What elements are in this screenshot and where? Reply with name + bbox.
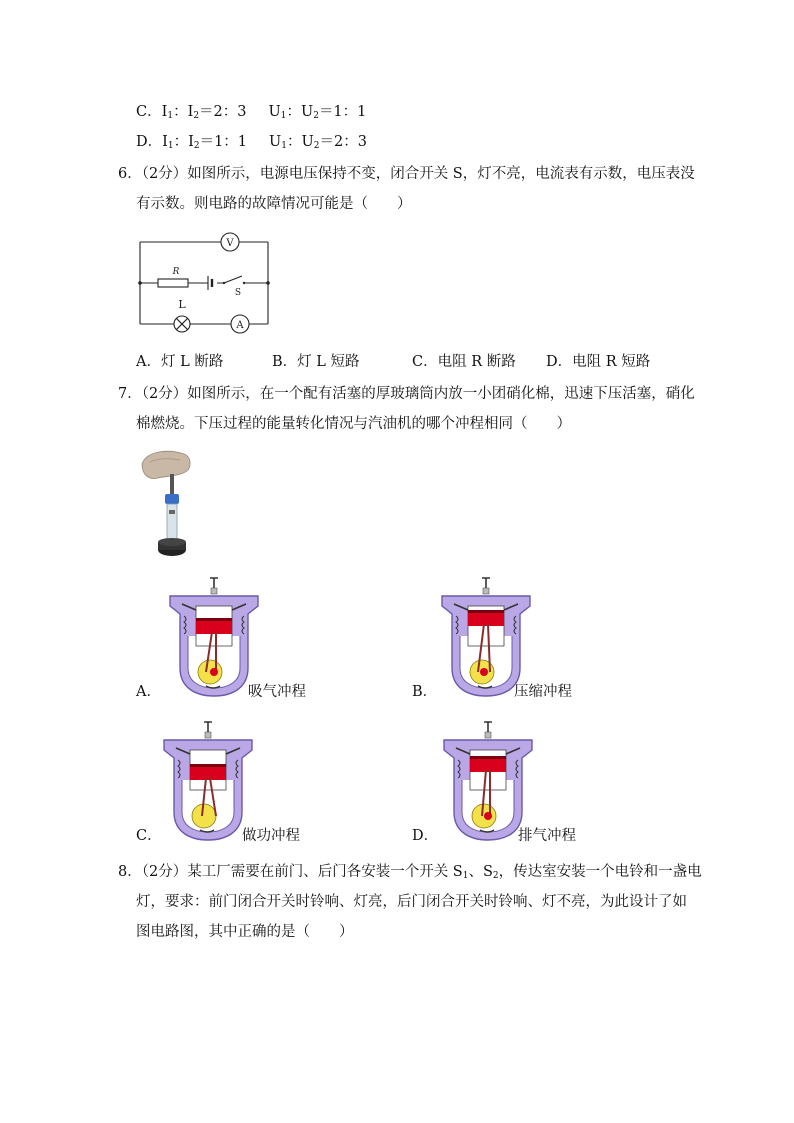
q6-stem-line1: 6．（2分）如图所示，电源电压保持不变，闭合开关 S，灯不亮，电流表有示数，电压表没 bbox=[118, 166, 695, 182]
prev-option-c: C．$I_1$：$I_2=2$：3 $U_1$：$U_2=1$：1 bbox=[136, 104, 367, 121]
engine-compression-stroke bbox=[438, 576, 534, 698]
q8-stem-line1: 8．（2分）某工厂需要在前门、后门各安装一个开关 $S_1$、$S_2$，传达室安装一个电铃和一盏电 bbox=[118, 864, 702, 881]
junction-dot-right bbox=[266, 281, 270, 285]
engine-intake-stroke bbox=[166, 576, 262, 698]
switch-contact-dot bbox=[243, 282, 245, 284]
junction-dot-left bbox=[138, 281, 142, 285]
glass-tube-piston-image bbox=[136, 446, 200, 564]
resistor-symbol bbox=[158, 279, 188, 287]
switch-label: S bbox=[234, 288, 242, 298]
q7-stem-line1: 7．（2分）如图所示，在一个配有活塞的厚玻璃筒内放一小团硝化棉，迅速下压活塞，硝化 bbox=[118, 386, 695, 402]
q7-option-c-text: 做功冲程 bbox=[242, 828, 300, 844]
q6-option-d: D．电阻 R 短路 bbox=[546, 354, 651, 370]
switch-blade bbox=[224, 276, 242, 283]
engine-exhaust-stroke bbox=[440, 720, 536, 842]
q7-option-d-letter: D． bbox=[412, 828, 439, 844]
q7-option-c-letter: C． bbox=[136, 828, 162, 844]
q7-option-d-text: 排气冲程 bbox=[518, 828, 576, 844]
ammeter-label: A bbox=[236, 320, 244, 331]
q6-option-c: C．电阻 R 断路 bbox=[412, 354, 516, 370]
q7-option-b-letter: B． bbox=[412, 684, 438, 700]
q7-option-a-text: 吸气冲程 bbox=[248, 684, 306, 700]
lamp-label: L bbox=[178, 298, 186, 311]
switch-pivot-dot bbox=[223, 282, 225, 284]
q8-stem-line2: 灯，要求：前门闭合开关时铃响、灯亮，后门闭合开关时铃响、灯不亮，为此设计了如 bbox=[136, 894, 687, 910]
resistor-label: R bbox=[172, 267, 180, 277]
prev-option-d: D．$I_1$：$I_2=1$：1 $U_1$：$U_2=2$：3 bbox=[136, 134, 367, 151]
q7-option-b-text: 压缩冲程 bbox=[514, 684, 572, 700]
q6-option-a: A．灯 L 断路 bbox=[136, 354, 224, 370]
engine-power-stroke bbox=[160, 720, 256, 842]
q6-stem-line2: 有示数。则电路的故障情况可能是（ ） bbox=[136, 196, 412, 212]
q8-stem-line3: 图电路图，其中正确的是（ ） bbox=[136, 924, 354, 940]
voltmeter-label: V bbox=[226, 238, 234, 249]
q7-option-a-letter: A． bbox=[136, 684, 161, 700]
q6-circuit-diagram bbox=[130, 228, 280, 338]
q7-stem-line2: 棉燃烧。下压过程的能量转化情况与汽油机的哪个冲程相同（ ） bbox=[136, 416, 571, 432]
q6-option-b: B．灯 L 短路 bbox=[272, 354, 360, 370]
